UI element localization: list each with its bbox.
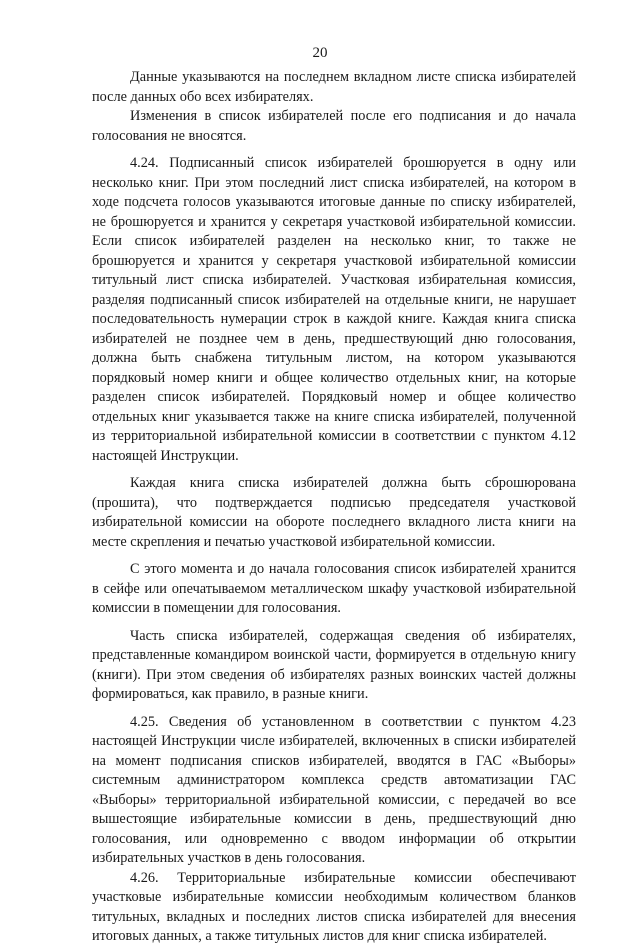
paragraph-military-unit: Часть списка избирателей, содержащая сведения об избирателях, представленные командиром воинской части, формируется в отдельную книгу (книги). При этом сведения об избирателях разных воинских частей должны формироваться, как правило, в разные книги. [92, 627, 576, 702]
paragraph-section-4-25: 4.25. Сведения об установленном в соответствии с пунктом 4.23 настоящей Инструкции числе избирателей, включенных в списки избирателей на момент подписания списков избирателей, вводятся в ГАС «Выборы» системным администратором комплекса средств автоматизации ГАС «Выборы» территориальной избирательной комиссии, с передачей во все вышестоящие избирательные комиссии в день, предшествующий дню голосования, или одновременно с вводом информации об открытии избирательных участков в день голосования. [92, 713, 576, 866]
document-body [92, 68, 576, 947]
paragraph-section-4-24: 4.24. Подписанный список избирателей брошюруется в одну или несколько книг. При этом последний лист списка избирателей, на котором в ходе подсчета голосов указываются итоговые данные по списку избирателей, не брошюруется и хранится у секретаря участковой избирательной комиссии. Если список избирателей разделен на несколько книг, то также не брошюруется и хранится у секретаря участковой избирательной комиссии титульный лист списка избирателей. Участковая избирательная комиссия, разделяя подписанный список избирателей на отдельные книги, не нарушает последовательность нумерации строк в каждой книге. Каждая книга списка избирателей не позднее чем в день, предшествующий дню голосования, должна быть снабжена титульным листом, на котором указываются порядковый номер книги и общее количество отдельных книг, на которые разделен список избирателей. Порядковый номер и общее количество отдельных книг указывается также на книге списка избирателей, полученной из территориальной избирательной комиссии в соответствии с пунктом 4.12 настоящей Инструкции. [92, 155, 576, 464]
paragraph-storage: С этого момента и до начала голосования список избирателей хранится в сейфе или опечатываемом металлическом шкафу участковой избирательной комиссии в помещении для голосования. [92, 561, 576, 616]
page-number: 20 [312, 45, 328, 61]
paragraph-data-last-sheet: Данные указываются на последнем вкладном листе списка избирателей после данных обо всех избирателях. [92, 69, 576, 105]
paragraph-no-changes: Изменения в список избирателей после его подписания и до начала голосования не вносятся. [92, 108, 576, 144]
paragraph-section-4-26: 4.26. Территориальные избирательные комиссии обеспечивают участковые избирательные комиссии необходимым количеством бланков титульных, вкладных и последних листов списка избирателей для внесения итоговых данных, а также титульных листов для книг списка избирателей. [92, 869, 576, 944]
paragraph-book-stitching: Каждая книга списка избирателей должна быть сброшюрована (прошита), что подтверждается подписью председателя участковой избирательной комиссии на обороте последнего вкладного листа книги на месте скрепления и печатью участковой избирательной комиссии. [92, 475, 576, 550]
